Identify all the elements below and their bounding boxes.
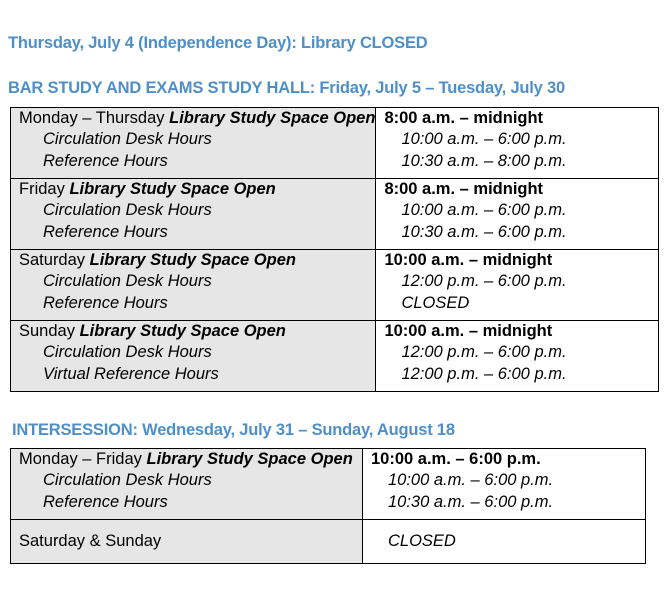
table-row [11, 520, 646, 564]
circulation-time: 10:00 a.m. – 6:00 p.m. [388, 471, 554, 490]
day-cell [11, 179, 376, 250]
hours-cell [376, 321, 659, 392]
circulation-label: Circulation Desk Hours [43, 272, 212, 291]
day-cell [11, 108, 376, 179]
table-row [11, 250, 659, 321]
open-label: Library Study Space Open [146, 450, 353, 468]
open-label: Library Study Space Open [69, 180, 276, 198]
hours-cell [376, 108, 659, 179]
table-row [11, 108, 659, 179]
hours-cell [363, 520, 646, 564]
day-cell [11, 321, 376, 392]
table-row [11, 449, 646, 520]
reference-time: 10:30 a.m. – 8:00 p.m. [401, 151, 567, 170]
hours-cell [376, 250, 659, 321]
open-time: 8:00 a.m. – midnight [384, 180, 544, 198]
circulation-label: Circulation Desk Hours [43, 343, 212, 362]
intersession-schedule-table [10, 448, 646, 564]
open-time: 10:00 a.m. – midnight [384, 322, 553, 340]
circulation-time: 10:00 a.m. – 6:00 p.m. [401, 201, 567, 220]
reference-time: CLOSED [401, 293, 470, 312]
circulation-time: 12:00 p.m. – 6:00 p.m. [401, 343, 567, 362]
circulation-label: Circulation Desk Hours [43, 130, 212, 149]
open-label: Library Study Space Open [89, 251, 296, 269]
hours-cell [363, 449, 646, 520]
day-cell [11, 250, 376, 321]
open-time: 10:00 a.m. – midnight [384, 251, 553, 269]
day-cell [11, 449, 363, 520]
independence-day-notice: Thursday, July 4 (Independence Day): Library CLOSED [8, 34, 428, 52]
reference-label: Reference Hours [43, 492, 168, 511]
reference-label: Virtual Reference Hours [43, 364, 219, 383]
reference-time: 12:00 p.m. – 6:00 p.m. [401, 364, 567, 383]
reference-label: Reference Hours [43, 151, 168, 170]
reference-time: 10:30 a.m. – 6:00 p.m. [388, 492, 554, 511]
bar-study-heading: BAR STUDY AND EXAMS STUDY HALL: Friday, July 5 – Tuesday, July 30 [8, 79, 565, 97]
table-row [11, 321, 659, 392]
bar-study-schedule-table [10, 107, 659, 392]
open-time: 10:00 a.m. – 6:00 p.m. [371, 450, 541, 468]
day-label: Saturday & Sunday [19, 531, 162, 550]
day-label: Monday – Thursday [19, 109, 170, 127]
day-label: Sunday [19, 322, 75, 340]
closed-status: CLOSED [388, 531, 456, 550]
circulation-label: Circulation Desk Hours [43, 471, 212, 490]
intersession-heading: INTERSESSION: Wednesday, July 31 – Sunday, August 18 [12, 421, 455, 439]
circulation-label: Circulation Desk Hours [43, 201, 212, 220]
open-label: Library Study Space Open [79, 322, 286, 340]
circulation-time: 10:00 a.m. – 6:00 p.m. [401, 130, 567, 149]
day-label: Friday [19, 180, 65, 198]
day-label: Monday – Friday [19, 450, 142, 468]
hours-cell [376, 179, 659, 250]
table-row [11, 179, 659, 250]
open-time: 8:00 a.m. – midnight [384, 109, 544, 127]
reference-label: Reference Hours [43, 222, 168, 241]
day-label: Saturday [19, 251, 86, 269]
reference-time: 10:30 a.m. – 6:00 p.m. [401, 222, 567, 241]
reference-label: Reference Hours [43, 293, 168, 312]
day-cell [11, 520, 363, 564]
open-label: Library Study Space Open [169, 109, 376, 127]
circulation-time: 12:00 p.m. – 6:00 p.m. [401, 272, 567, 291]
